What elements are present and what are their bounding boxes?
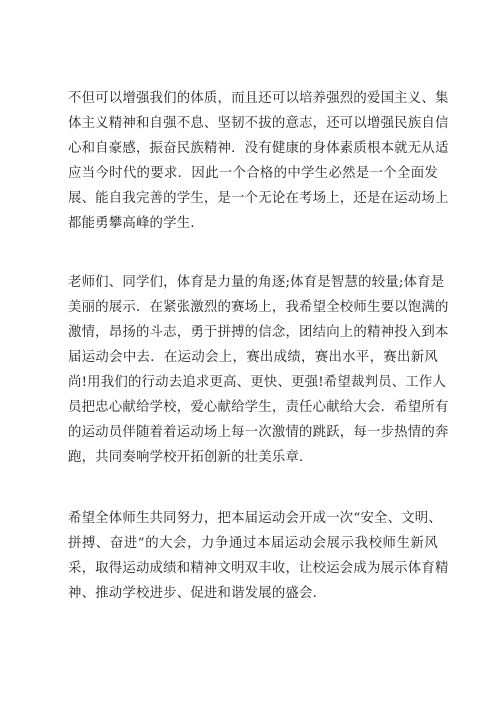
paragraph-line: 应当今时代的要求．因此一个合格的中学生必然是一个全面发 [68, 166, 438, 181]
paragraph-line: 心和自豪感，振奋民族精神．没有健康的身体素质根本就无从适 [68, 141, 449, 156]
paragraph-1 [68, 86, 449, 236]
paragraph-line: 跑，共同奏响学校开拓创新的壮美乐章． [68, 450, 313, 465]
paragraph-line: 神、推动学校进步、促进和谐发展的盛会． [68, 586, 327, 601]
paragraph-line: 的运动员伴随着着运动场上每一次激情的跳跃，每一步热情的奔 [68, 425, 449, 440]
paragraph-line: 尚!用我们的行动去追求更高、更快、更强!希望裁判员、工作人 [68, 375, 447, 390]
paragraph-line: 体主义精神和自强不息、坚韧不拔的意志，还可以增强民族自信 [68, 116, 449, 131]
paragraph-line: 都能勇攀高峰的学生． [68, 216, 204, 231]
paragraph-line: 美丽的展示．在紧张激烈的赛场上，我希望全校师生要以饱满的 [68, 300, 449, 315]
paragraph-line: 老师们、同学们，体育是力量的角逐;体育是智慧的较量;体育是 [68, 275, 445, 290]
paragraph-line: 展、能自我完善的学生，是一个无论在考场上，还是在运动场上 [68, 191, 449, 206]
paragraph-2 [68, 270, 449, 470]
paragraph-line: 希望全体师生共同努力，把本届运动会开成一次“安全、文明、 [68, 511, 442, 526]
paragraph-line: 采，取得运动成绩和精神文明双丰收，让校运会成为展示体育精 [68, 561, 449, 576]
paragraph-3 [68, 506, 449, 606]
paragraph-line: 不但可以增强我们的体质，而且还可以培养强烈的爱国主义、集 [68, 91, 449, 106]
paragraph-line: 届运动会中去．在运动会上，赛出成绩，赛出水平，赛出新风 [68, 350, 438, 365]
paragraph-line: 拼搏、奋进”的大会，力争通过本届运动会展示我校师生新风 [68, 536, 438, 551]
paragraph-line: 员把忠心献给学校，爱心献给学生，责任心献给大会．希望所有 [68, 400, 449, 415]
paragraph-line: 激情，昂扬的斗志，勇于拼搏的信念，团结向上的精神投入到本 [68, 325, 449, 340]
